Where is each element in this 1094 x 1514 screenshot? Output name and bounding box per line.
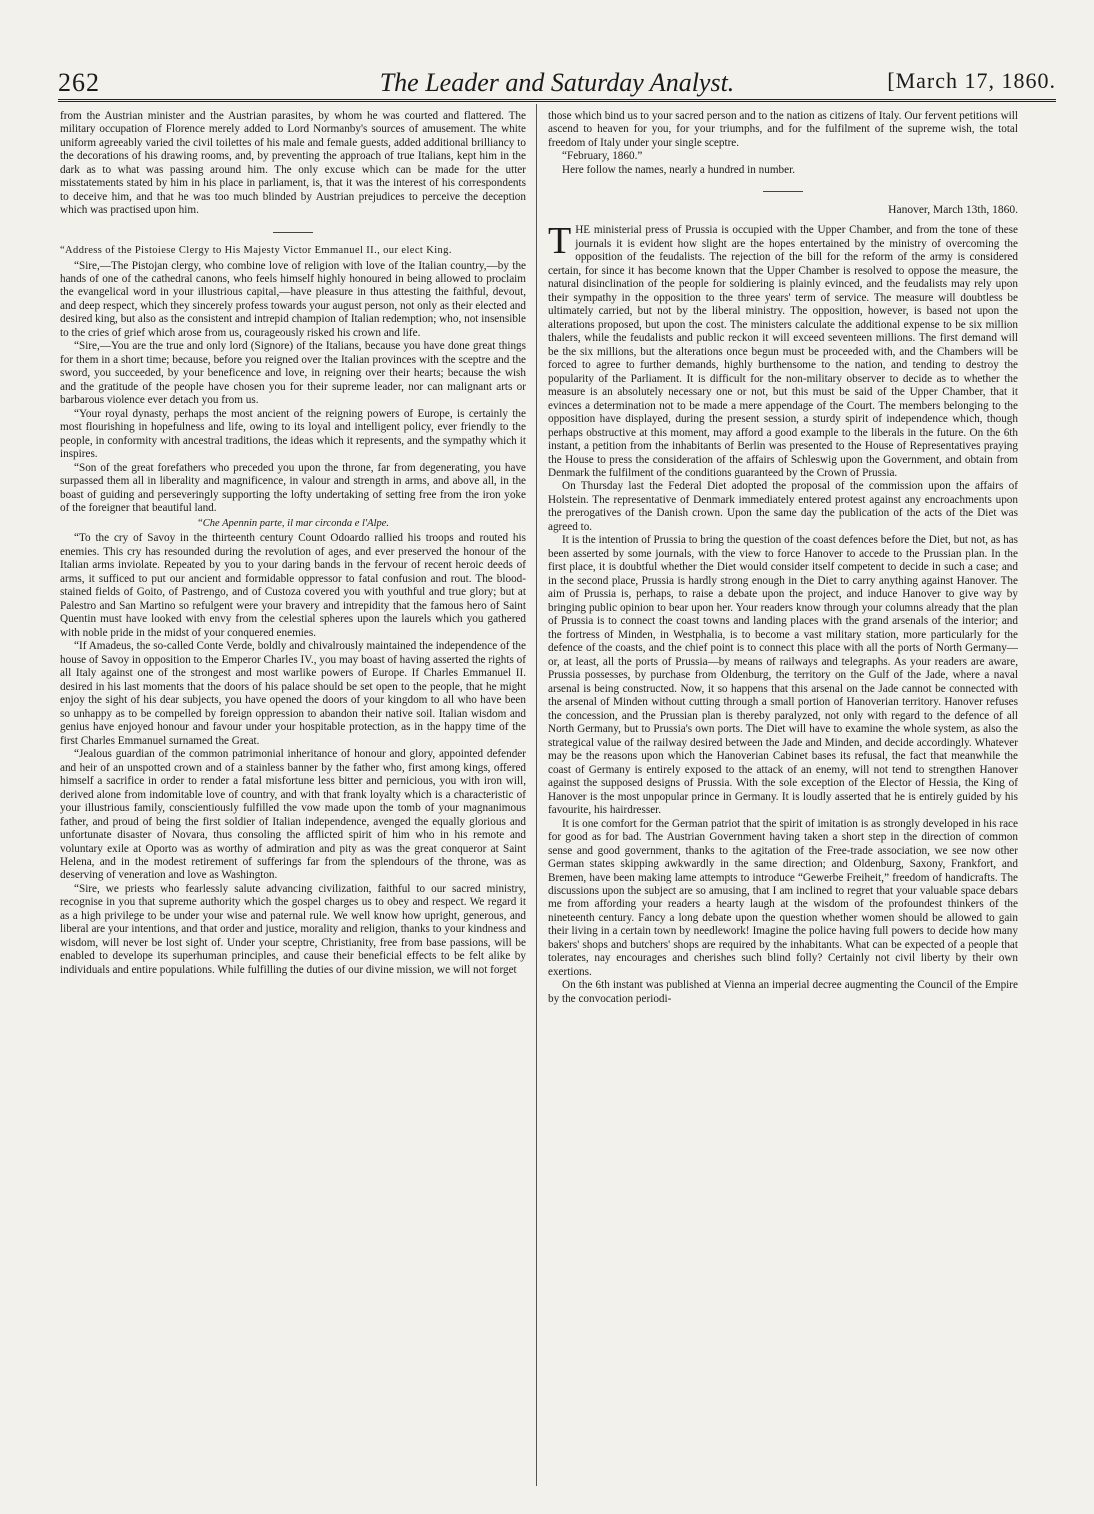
- address-paragraph: “Sire, we priests who fearlessly salute advancing civilization, faithful to our sacred ministry, recognise in you that supreme authority which the gospel charges us to obey and respect. We regard it as a high privilege to be under your wise and paternal rule. We well know how upright, generous, and liberal are your intentions, and that order and justice, morality and religion, thanks to your kindness and wisdom, will never be lost sight of. Under your sceptre, Christianity, free from base passions, will be enabled to develope its superhuman principles, and cause their beneficial effects to be felt alike by individuals and entire populations. While fulfilling the duties of our divine mission, we will not forget: [60, 882, 526, 976]
- article-paragraph: On Thursday last the Federal Diet adopted the proposal of the commission upon the affairs of Holstein. The representative of Denmark immediately entered protest against any encroachments upon the prerogatives of the Danish crown. Upon the same day the publication of the acts of the Diet was agreed to.: [548, 480, 1018, 533]
- address-continuation: those which bind us to your sacred person and to the nation as citizens of Italy. Our fervent petitions will ascend to heaven for you, for your triumphs, and for the fulfilment of the supreme wish, the total freedom of Italy under your single sceptre.: [548, 110, 1018, 149]
- address-paragraph: “Sire,—You are the true and only lord (Signore) of the Italians, because you have done great things for them in a short time; because, before you reigned over the Italian provinces with the sceptre and the sword, you succeeded, by your beneficence and love, in reigning over their hearts; because the wish and the gratitude of the people have chosen you for their supreme leader, nor can malignant arts or barbarous violence ever detach you from us.: [60, 340, 526, 407]
- verse-quote: “Che Apennin parte, il mar circonda e l'Alpe.: [196, 517, 390, 529]
- issue-date: [March 17, 1860.: [887, 68, 1056, 93]
- section-rule: [273, 232, 313, 233]
- article-paragraph: [548, 220, 1018, 480]
- left-column: [60, 110, 526, 1484]
- article-paragraph: It is the intention of Prussia to bring the question of the coast defences before the Diet, but not, as has been asserted by some journals, with the view to force Hanover to accede to the Prussian plan. In the first place, it is doubtful whether the Diet would consider itself competent to decide in such a case; and in the second place, Prussia is hardly strong enough in the Diet to carry anything against Hanover. The aim of Prussia is, perhaps, to raise a debate upon the project, and induce Hanover to give way by bringing public opinion to bear upon her. Your readers know through your columns already that the plan of Prussia is to connect the coast towns and landing places with the grand arsenals of the interior; and the fortress of Minden, in Westphalia, is to become a vast military station, more particularly for the defence of the coasts, and the chief point is to connect this place with all the ports of North Germany—or, at least, all the ports of Prussia—by means of railways and telegraphs. As your readers are aware, Prussia possesses, by purchase from Oldenburg, the territory on the Gulf of the Jade, where a naval arsenal is being constructed. Now, it so happens that this arsenal on the Jade cannot be connected with the arsenal of Minden without cutting through a small portion of Hanoverian territory. Hanover refuses the concession, and the Prussian plan is thereby paralyzed, not only with regard to the defence of all North Germany, but to Prussia's own ports. The Diet will have to examine the whole system, as also the strategical value of the railway desired between the Jade and Minden, and decide accordingly. Whatever may be the reasons upon which the Hanoverian Cabinet bases its refusal, the fact that meanwhile the coast of Germany is entirely exposed to the attack of an enemy, will not tend to strengthen Hanover against the supposed designs of Prussia. With the sole exception of the Elector of Hessia, the King of Hanover is the most unpopular prince in Germany. It is loudly asserted that he is entirely guided by his favourite, his hairdresser.: [548, 534, 1018, 817]
- hanover-dateline: Hanover, March 13th, 1860.: [888, 204, 1018, 217]
- address-paragraph: “Your royal dynasty, perhaps the most ancient of the reigning powers of Europe, is certainly the most flourishing in hopefulness and life, owing to its loyal and intelligent policy, ever friendly to the people, in conformity with ancestral traditions, the ideas which it represents, and the sympathy which it inspires.: [60, 407, 526, 461]
- column-divider: [536, 104, 537, 1486]
- address-paragraph: “Sire,—The Pistojan clergy, who combine love of religion with love of the Italian country,—by the hands of one of the cathedral canons, who feels himself highly honoured in being allowed to proclaim the evangelical word in your illustrious capital,—have pleasure in thus attesting the faithful, devout, and deep respect, which they sincerely profess towards your august person, not only as their elected and desired king, but also as the consistent and intrepid champion of Italian redemption; who, not insensible to the cries of grief which arose from us, courageously risked his crown and life.: [60, 259, 526, 339]
- page-header: [58, 60, 1056, 100]
- address-paragraph: “To the cry of Savoy in the thirteenth century Count Odoardo rallied his troops and routed his enemies. This cry has resounded during the revolution of ages, and ever preserved the honour of the Italian arms inviolate. Repeated by you to your daring bands in the fervour of recent heroic deeds of arms, it sufficed to put our ancient and formidable oppressor to fatal confusion and rout. The blood-stained fields of Goito, of Pastrengo, and of Custoza covered you with youthful and true glory; but at Palestro and San Martino so refulgent were your bravery and intrepidity that the famous hero of Saint Quentin must have looked with envy from the celestial spheres upon the laurels which you gathered with noble pride in the midst of your conquered enemies.: [60, 532, 526, 639]
- address-paragraph: “Son of the great forefathers who preceded you upon the throne, far from degenerating, you have surpassed them all in liberality and magnificence, in valour and strength in arms, and above all, in the boast of guiding and perseveringly supporting the lofty undertaking of setting free from the iron yoke of the foreigner that beautiful land.: [60, 461, 526, 515]
- header-rule: [58, 99, 1056, 102]
- article-text: HE ministerial press of Prussia is occupied with the Upper Chamber, and from the tone of these journals it is evident how slight are the hopes entertained by the ministry of overcoming the opposition of the feudalists. The rejection of the bill for the reform of the army is considered certain, for since it has become known that the Upper Chamber is resolved to oppose the measure, the natural disinclination of the people for soldiering is plainly evinced, and the feudalists may rely upon their sympathy in the opposition to the three years' term of service. The measure will doubtless be ultimately carried, but not by the liberal ministry. The opposition, however, is based not upon the alterations proposed, but upon the cost. The ministers calculate the additional expense to be six million thalers, while the feudalists and public reckon it will exceed seventeen millions. The first demand will be the six millions, but the alterations once begun must be proceeded with, and the Chambers will be forced to agree to further demands, highly burthensome to the nation, and tending to destroy the popularity of the Parliament. It is difficult for the non-military observer to decide as to whether the measure is an absolutely necessary one or not, but this must be said of the Upper Chamber, that it evinces a determination not to be made a mere appendage of the Court. The members belonging to the opposition have displayed, during the present session, a sturdy spirit of independence which, though perhaps obstructive at this moment, may afford a good example to the liberals in the future. On the 6th instant, a petition from the inhabitants of Berlin was presented to the House of Representatives praying the House to press the consideration of the affairs of Schleswig upon the Government, and obtain from Denmark the fulfilment of the conditions guaranteed by the Crown of Prussia.: [548, 224, 1018, 479]
- address-paragraph: “If Amadeus, the so-called Conte Verde, boldly and chivalrously maintained the independence of the house of Savoy in opposition to the Emperor Charles IV., you may boast of having asserted the rights of all Italy against one of the strongest and most warlike powers of Europe. If Charles Emmanuel II. desired in his last moments that the doors of his palace should be set open to the people, that he might enjoy the sight of his dear subjects, you have opened the doors of your kingdom to all who have been so unhappy as to be compelled by foreign oppression to abandon their native soil. Italian wisdom and genius have enjoyed honour and favour under your hospitable protection, as in the happy time of the first Charles Emmanuel surnamed the Great.: [60, 640, 526, 747]
- drop-cap: T: [548, 220, 572, 263]
- address-paragraph: “Jealous guardian of the common patrimonial inheritance of honour and glory, appointed defender and heir of an unspotted crown and of a stainless banner by the father who, first among kings, offered himself a sacrifice in order to render a fatal misfortune less bitter and pernicious, you with iron will, derived alone from indomitable love of country, and with that frank loyalty which is a characteristic of your illustrious family, conscientiously fulfilled the vow made upon the tomb of your magnanimous father, and proud of being the first soldier of Italian independence, avenged the equally glorious and unfortunate disaster of Novara, thus consoling the afflicted spirit of him who in his remote and voluntary exile at Oporto was as worthy of admiration and pity as was the great conqueror at Saint Helena, and in the modest retirement of sufferings far from the splendours of the throne, was as deserving of veneration and love as Washington.: [60, 748, 526, 882]
- right-column: [548, 110, 1018, 1484]
- intro-paragraph: from the Austrian minister and the Austrian parasites, by whom he was courted and flattered. The military occupation of Florence merely added to Lord Normanby's sources of amusement. The white uniform agreeably varied the civil toilettes of his male and female guests, added additional brilliancy to the decorations of his drawing rooms, and, by preventing the approach of true Italians, kept him in the dark as to what was passing around him. The only excuse which can be made for the utter misstatements stated by him in his place in parliament, is, that it was the interest of his correspondents to deceive him, and that he was too much blinded by Austrian prejudices to perceive the deception which was practised upon him.: [60, 110, 526, 217]
- names-note: Here follow the names, nearly a hundred in number.: [562, 163, 795, 176]
- address-title: “Address of the Pistoiese Clergy to His Majesty Victor Emmanuel II., our elect King.: [60, 244, 452, 256]
- journal-title: The Leader and Saturday Analyst.: [379, 68, 735, 97]
- section-rule: [763, 191, 803, 192]
- address-signoff: “February, 1860.”: [562, 150, 643, 163]
- article-paragraph: On the 6th instant was published at Vienna an imperial decree augmenting the Council of the Empire by the convocation periodi-: [548, 979, 1018, 1005]
- article-paragraph: It is one comfort for the German patriot that the spirit of imitation is as strongly developed in his race for good as for bad. The Austrian Government having taken a short step in the direction of common sense and good government, thanks to the agitation of the Free-trade association, we see now other German states skipping awkwardly in the same direction; and Oldenburg, Saxony, Frankfort, and Bremen, have been making lame attempts to introduce “Gewerbe Freiheit,” freedom of handicrafts. The discussions upon the subject are so amusing, that I am inclined to regret that your valuable space debars me from affording your readers a hearty laugh at the wisdom of the profoundest thinkers of the nineteenth century. Fancy a long debate upon the question whether women should be allowed to gain their living in a certain town by needlework! Imagine the police having full powers to decide how many bakers' shops and butchers' shops are required by the inhabitants. What can be expected of a people that tolerates, nay encourages and cherishes such blind folly? Certainly not civil liberty by their own exertions.: [548, 817, 1018, 978]
- page-number: 262: [58, 68, 100, 97]
